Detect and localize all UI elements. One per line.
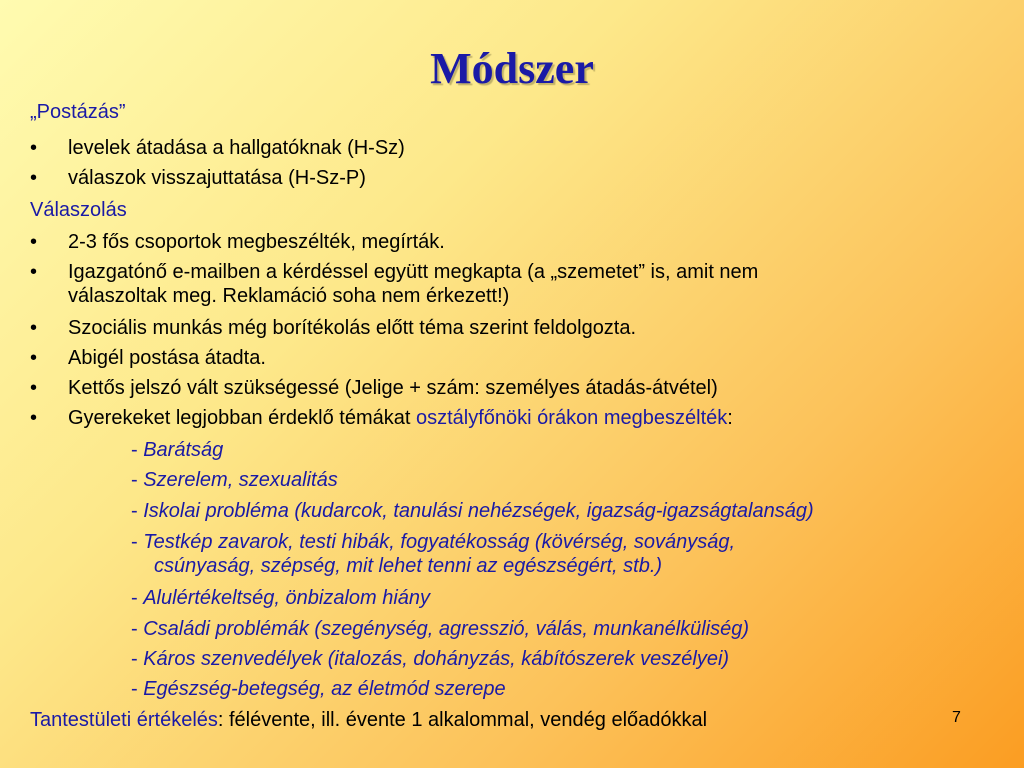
topic-text: Testkép zavarok, testi hibák, fogyatékosság (kövérség, soványság, bbox=[143, 531, 736, 553]
footer-line bbox=[30, 708, 707, 732]
bullet-text: 2-3 fős csoportok megbeszélték, megírták. bbox=[68, 231, 445, 253]
topic-item: - Barátság bbox=[131, 439, 224, 461]
bullet-icon: • bbox=[30, 407, 38, 429]
bullet-icon: • bbox=[30, 137, 38, 159]
bullet-text-highlight: osztályfőnöki órákon megbeszélték bbox=[415, 407, 728, 429]
bullet-text: Igazgatónő e-mailben a kérdéssel együtt megkapta (a „szemetet” is, amit nem bbox=[68, 261, 759, 283]
bullet-text-continuation: válaszoltak meg. Reklamáció soha nem érkezett!) bbox=[68, 285, 510, 307]
topic-text: Iskolai probléma (kudarcok, tanulási nehézségek, igazság-igazságtalanság) bbox=[143, 500, 814, 522]
topic-text: Egészség-betegség, az életmód szerepe bbox=[143, 678, 506, 700]
bullet-icon: • bbox=[30, 317, 38, 339]
bullet-text: Kettős jelszó vált szükségessé (Jelige + szám: személyes átadás-átvétel) bbox=[68, 377, 718, 399]
bullet-icon: • bbox=[30, 167, 38, 189]
topic-text: Alulértékeltség, önbizalom hiány bbox=[143, 587, 431, 609]
section-heading-postazas: „Postázás” bbox=[30, 101, 126, 123]
bullet-text: Abigél postása átadta. bbox=[68, 347, 266, 369]
topic-text: Barátság bbox=[143, 439, 224, 461]
slide-title: Módszer bbox=[430, 44, 594, 93]
bullet-icon: • bbox=[30, 261, 38, 283]
bullet-icon: • bbox=[30, 347, 38, 369]
topic-text: Szerelem, szexualitás bbox=[143, 469, 338, 491]
topic-item: - Szerelem, szexualitás bbox=[131, 469, 338, 491]
bullet-text bbox=[68, 406, 733, 430]
topic-item: - Káros szenvedélyek (italozás, dohányzás, kábítószerek veszélyei) bbox=[131, 648, 730, 670]
bullet-text: Szociális munkás még borítékolás előtt téma szerint feldolgozta. bbox=[68, 317, 637, 339]
bullet-text-prefix: Gyerekeket legjobban érdeklő témákat bbox=[68, 407, 416, 429]
topic-text-continuation: csúnyaság, szépség, mit lehet tenni az egészségért, stb.) bbox=[154, 555, 663, 577]
footer-highlight: Tantestületi értékelés bbox=[30, 709, 218, 731]
topic-item: - Egészség-betegség, az életmód szerepe bbox=[131, 678, 506, 700]
bullet-icon: • bbox=[30, 231, 38, 253]
topic-item: - Családi problémák (szegénység, agresszió, válás, munkanélküliség) bbox=[131, 618, 750, 640]
bullet-text-suffix: : bbox=[727, 407, 733, 429]
section-heading-valaszolas: Válaszolás bbox=[30, 199, 127, 221]
footer-text: : félévente, ill. évente 1 alkalommal, vendég előadókkal bbox=[217, 709, 708, 731]
bullet-text: válaszok visszajuttatása (H-Sz-P) bbox=[68, 167, 366, 189]
topic-item: - Iskolai probléma (kudarcok, tanulási nehézségek, igazság-igazságtalanság) bbox=[131, 500, 814, 522]
topic-item: - Testkép zavarok, testi hibák, fogyatékosság (kövérség, soványság, bbox=[131, 531, 736, 553]
bullet-icon: • bbox=[30, 377, 38, 399]
topic-text: Káros szenvedélyek (italozás, dohányzás, kábítószerek veszélyei) bbox=[143, 648, 730, 670]
bullet-text: levelek átadása a hallgatóknak (H-Sz) bbox=[68, 137, 405, 159]
page-number: 7 bbox=[952, 709, 961, 726]
topic-item: - Alulértékeltség, önbizalom hiány bbox=[131, 587, 431, 609]
topic-text: Családi problémák (szegénység, agresszió, válás, munkanélküliség) bbox=[143, 618, 750, 640]
